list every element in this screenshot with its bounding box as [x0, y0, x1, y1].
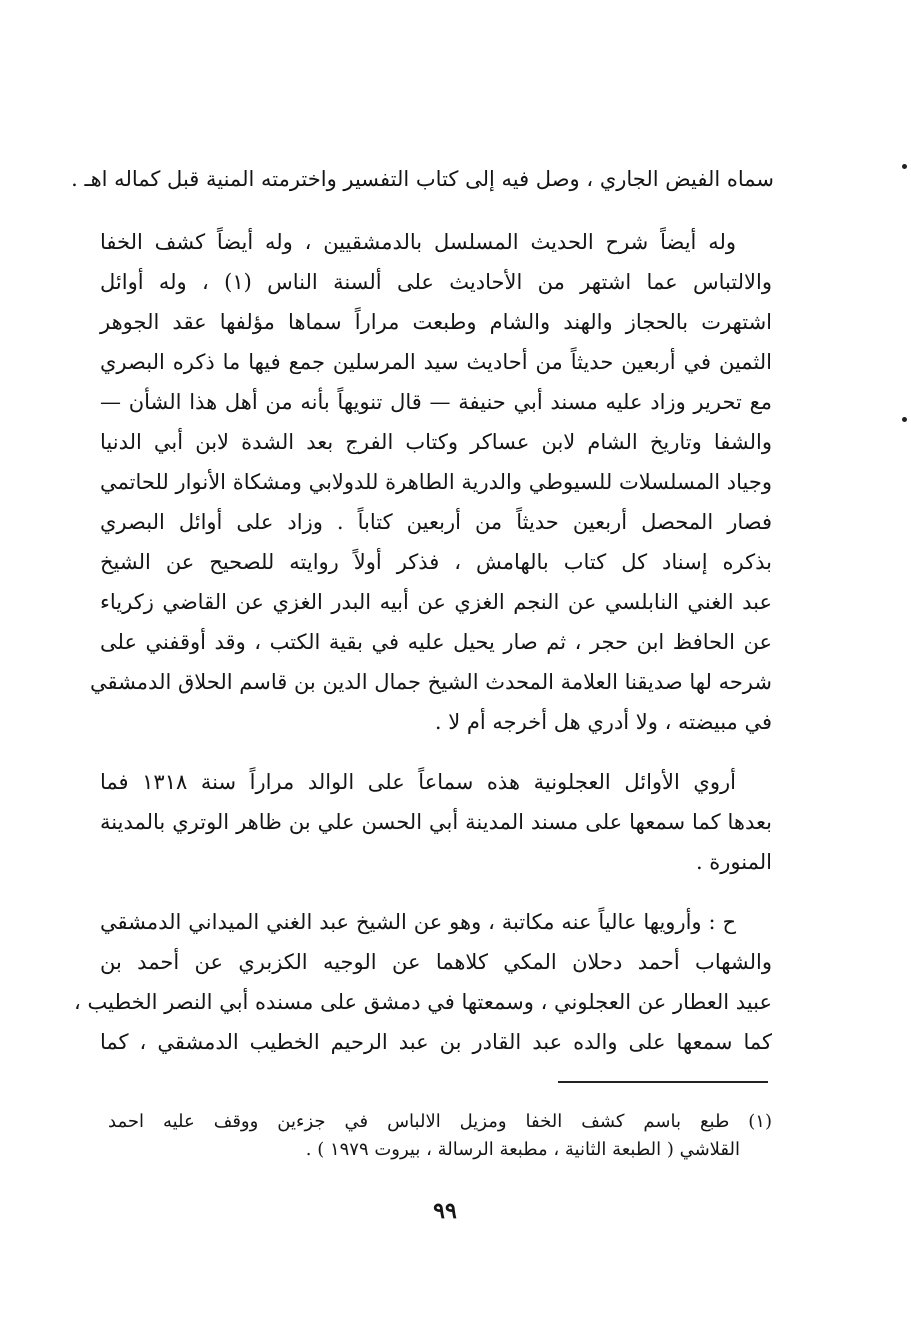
paragraph-2-line-12: شرحه لها صديقنا العلامة المحدث الشيخ جمال الدين بن قاسم الحلاق الدمشقي — [89, 670, 772, 694]
paragraph-1-line-1: سماه الفيض الجاري ، وصل فيه إلى كتاب التفسير واخترمته المنية قبل كماله اهـ . — [71, 167, 774, 191]
footnote-separator — [558, 1081, 768, 1083]
footnote-line-2: القلاشي ( الطبعة الثانية ، مطبعة الرسالة ، بيروت ١٩٧٩ ) . — [305, 1139, 740, 1160]
paragraph-4-line-1: ح : وأرويها عالياً عنه مكاتبة ، وهو عن الشيخ عبد الغني الميداني الدمشقي — [100, 910, 736, 934]
paragraph-2-line-2: والالتباس عما اشتهر من الأحاديث على ألسنة الناس (١) ، وله أوائل — [100, 270, 772, 294]
paragraph-2-line-6: والشفا وتاريخ الشام لابن عساكر وكتاب الفرج بعد الشدة لابن أبي الدنيا — [100, 430, 772, 454]
scan-speck — [902, 417, 907, 422]
paragraph-2-line-8: فصار المحصل أربعين حديثاً من أربعين كتاباً . وزاد على أوائل البصري — [100, 510, 772, 534]
paragraph-2-line-10: عبد الغني النابلسي عن النجم الغزي عن أبيه البدر الغزي عن القاضي زكرياء — [100, 590, 772, 614]
paragraph-3-line-3: المنورة . — [695, 850, 772, 874]
scan-speck — [902, 164, 907, 169]
paragraph-2-line-1: وله أيضاً شرح الحديث المسلسل بالدمشقيين ، وله أيضاً كشف الخفا — [100, 230, 736, 254]
paragraph-4-line-2: والشهاب أحمد دحلان المكي كلاهما عن الوجيه الكزبري عن أحمد بن — [100, 950, 772, 974]
footnote-line-1: (١) طبع باسم كشف الخفا ومزيل الالباس في جزءين ووقف عليه احمد — [108, 1111, 772, 1132]
paragraph-3-line-2: بعدها كما سمعها على مسند المدينة أبي الحسن علي بن ظاهر الوتري بالمدينة — [100, 810, 772, 834]
paragraph-2-line-3: اشتهرت بالحجاز والهند والشام وطبعت مراراً سماها مؤلفها عقد الجوهر — [100, 310, 772, 334]
paragraph-2-line-13: في مبيضته ، ولا أدري هل أخرجه أم لا . — [434, 710, 772, 734]
paragraph-4-line-3: عبيد العطار عن العجلوني ، وسمعتها في دمشق على مسنده أبي النصر الخطيب ، — [74, 990, 772, 1014]
paragraph-2-line-7: وجياد المسلسلات للسيوطي والدرية الطاهرة للدولابي ومشكاة الأنوار للحاتمي — [100, 470, 772, 494]
paragraph-2-line-4: الثمين في أربعين حديثاً من أحاديث سيد المرسلين جمع فيها ما ذكره البصري — [100, 350, 772, 374]
paragraph-3-line-1: أروي الأوائل العجلونية هذه سماعاً على الوالد مراراً سنة ١٣١٨ فما — [100, 770, 736, 794]
paragraph-2-line-9: بذكره إسناد كل كتاب بالهامش ، فذكر أولاً روايته للصحيح عن الشيخ — [100, 550, 772, 574]
paragraph-2-line-11: عن الحافظ ابن حجر ، ثم صار يحيل عليه في بقية الكتب ، وقد أوقفني على — [100, 630, 772, 654]
paragraph-2-line-5: مع تحرير وزاد عليه مسند أبي حنيفة — قال تنويهاً بأنه من أهل هذا الشأن — — [100, 390, 772, 414]
paragraph-4-line-4: كما سمعها على والده عبد القادر بن عبد الرحيم الخطيب الدمشقي ، كما — [100, 1030, 772, 1054]
page-number: ٩٩ — [433, 1198, 457, 1224]
